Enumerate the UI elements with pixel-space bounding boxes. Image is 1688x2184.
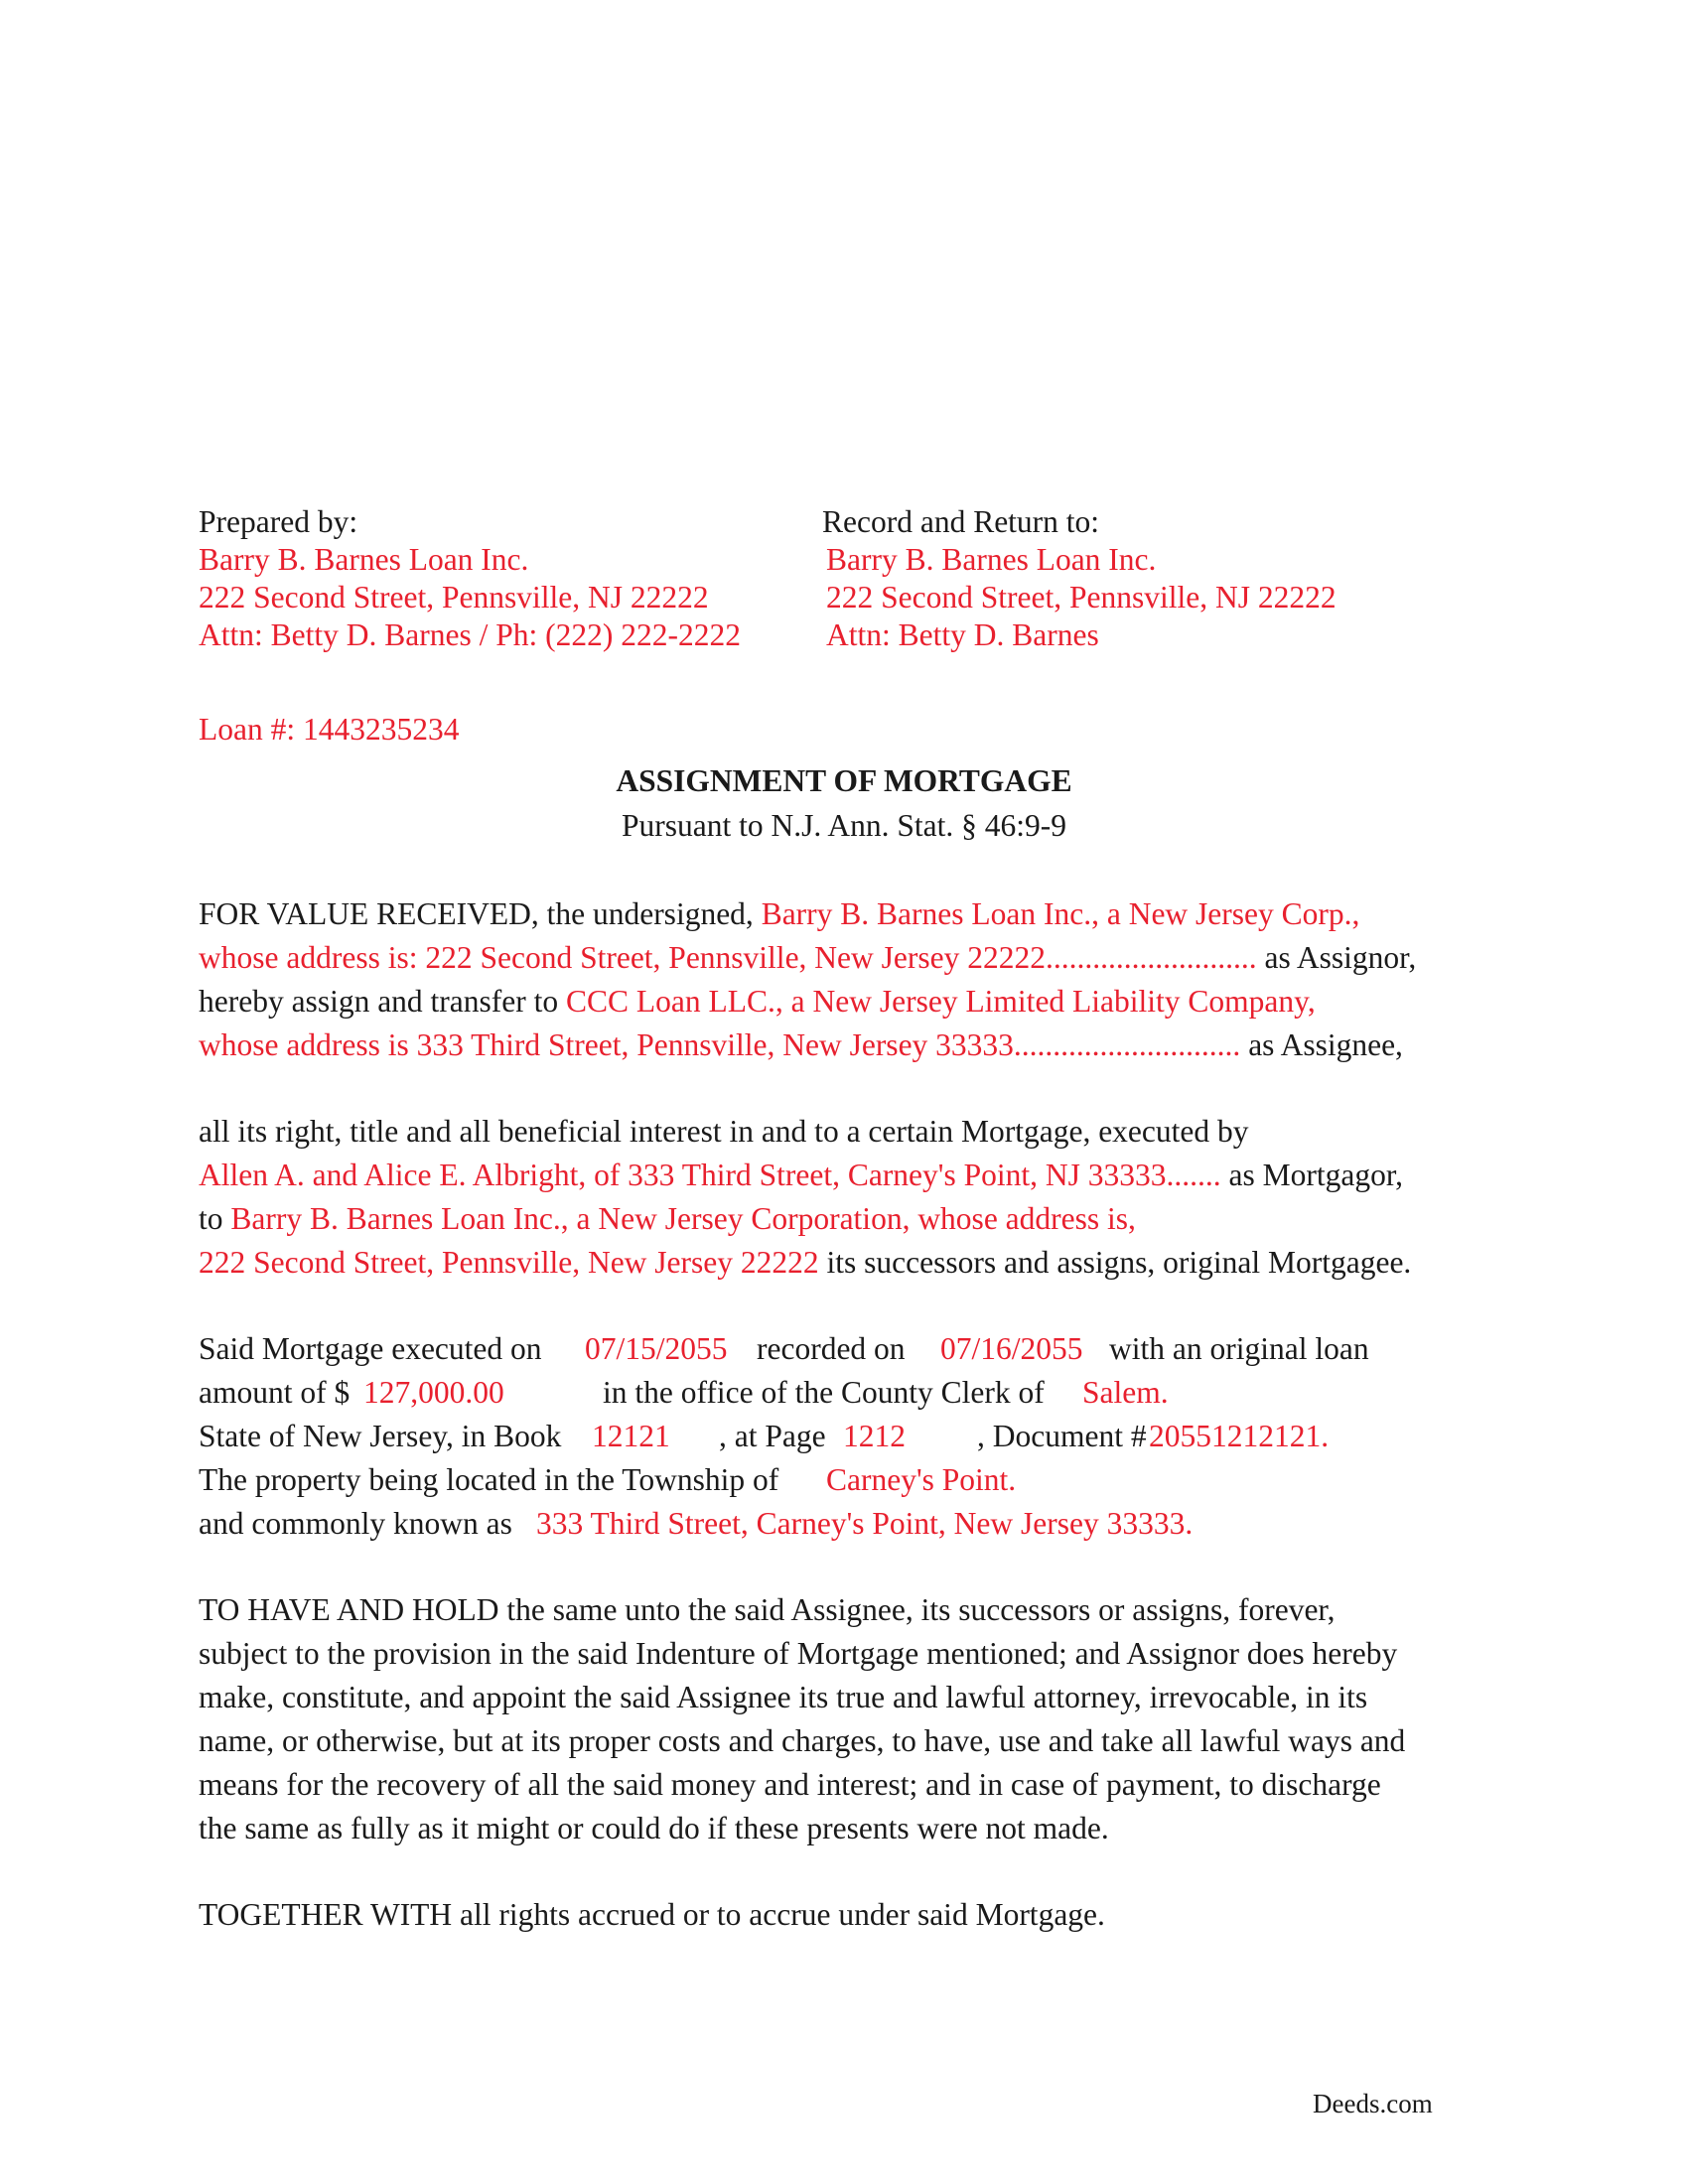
assignee-line-1 [199,984,1316,1020]
assignor-role: as Assignor, [1264,940,1417,975]
prepared-by-address: 222 Second Street, Pennsville, NJ 22222 [199,580,709,614]
original-loan-label: with an original loan [1109,1331,1369,1366]
prepared-by-label: Prepared by: [199,504,358,539]
mortgagee-address: 222 Second Street, Pennsville, New Jersey 22222 [199,1245,819,1280]
recorded-date: 07/16/2055 [940,1331,1083,1366]
mortgage-line-1: all its right, title and all beneficial interest in and to a certain Mortgage, executed by [199,1114,1249,1149]
property-address: 333 Third Street, Carney's Point, New Jersey 33333. [536,1506,1194,1541]
assignor-line-1 [199,896,1359,932]
township-name: Carney's Point. [826,1462,1017,1497]
prepared-by-attn: Attn: Betty D. Barnes / Ph: (222) 222-2222 [199,617,741,652]
assignor-address: whose address is: 222 Second Street, Pennsville, New Jersey 22222........................... [199,940,1257,975]
mortgagor-line [199,1158,1403,1193]
record-return-name: Barry B. Barnes Loan Inc. [826,542,1157,577]
township-label: The property being located in the Township of [199,1462,779,1497]
together-with-clause: TOGETHER WITH all rights accrued or to accrue under said Mortgage. [199,1897,1105,1932]
mortgagee-role: its successors and assigns, original Mortgagee. [826,1245,1412,1280]
assignor-intro: FOR VALUE RECEIVED, the undersigned, [199,896,754,931]
assignee-intro: hereby assign and transfer to [199,984,559,1019]
page-number: 1212 [843,1419,906,1453]
book-label: State of New Jersey, in Book [199,1419,562,1453]
mortgagor-name: Allen A. and Alice E. Albright, of 333 Third Street, Carney's Point, NJ 33333....... [199,1158,1221,1192]
county-clerk-label: in the office of the County Clerk of [603,1375,1045,1410]
assignee-address: whose address is 333 Third Street, Pennsville, New Jersey 33333............................. [199,1027,1241,1062]
recorded-label: recorded on [757,1331,906,1366]
habendum-line: TO HAVE AND HOLD the same unto the said Assignee, its successors or assigns, forever, [199,1592,1336,1627]
mortgagee-line-2 [199,1245,1411,1281]
loan-number: Loan #: 1443235234 [199,712,460,747]
document-number: 20551212121. [1149,1419,1330,1453]
document-subtitle: Pursuant to N.J. Ann. Stat. § 46:9-9 [621,808,1066,843]
record-return-address: 222 Second Street, Pennsville, NJ 22222 [826,580,1336,614]
habendum-line: name, or otherwise, but at its proper costs and charges, to have, use and take all lawful ways and [199,1723,1406,1758]
executed-label: Said Mortgage executed on [199,1331,542,1366]
amount-label: amount of $ [199,1375,351,1410]
page-label: , at Page [719,1419,826,1453]
record-return-label: Record and Return to: [822,504,1100,539]
loan-amount: 127,000.00 [363,1375,504,1410]
assignor-line-2 [199,940,1416,976]
habendum-line: subject to the provision in the said Indenture of Mortgage mentioned; and Assignor does hereby [199,1636,1398,1671]
county-name: Salem. [1082,1375,1169,1410]
book-number: 12121 [592,1419,670,1453]
prepared-by-name: Barry B. Barnes Loan Inc. [199,542,529,577]
document-label: , Document # [977,1419,1147,1453]
record-return-attn: Attn: Betty D. Barnes [826,617,1099,652]
executed-date: 07/15/2055 [585,1331,728,1366]
habendum-line: means for the recovery of all the said money and interest; and in case of payment, to discharge [199,1767,1381,1802]
known-as-label: and commonly known as [199,1506,512,1541]
assignor-name: Barry B. Barnes Loan Inc., a New Jersey Corp., [761,896,1360,931]
assignee-name: CCC Loan LLC., a New Jersey Limited Liability Company, [566,984,1316,1019]
mortgagee-name: Barry B. Barnes Loan Inc., a New Jersey Corporation, whose address is, [230,1201,1136,1236]
assignee-line-2 [199,1027,1403,1063]
habendum-line: make, constitute, and appoint the said Assignee its true and lawful attorney, irrevocable, in its [199,1680,1368,1714]
mortgagee-intro: to [199,1201,223,1236]
document-title: ASSIGNMENT OF MORTGAGE [616,763,1072,798]
footer-brand: Deeds.com [1313,2089,1433,2118]
habendum-line: the same as fully as it might or could do if these presents were not made. [199,1811,1109,1845]
mortgagor-role: as Mortgagor, [1228,1158,1403,1192]
mortgagee-line-1 [199,1201,1136,1237]
assignee-role: as Assignee, [1248,1027,1403,1062]
